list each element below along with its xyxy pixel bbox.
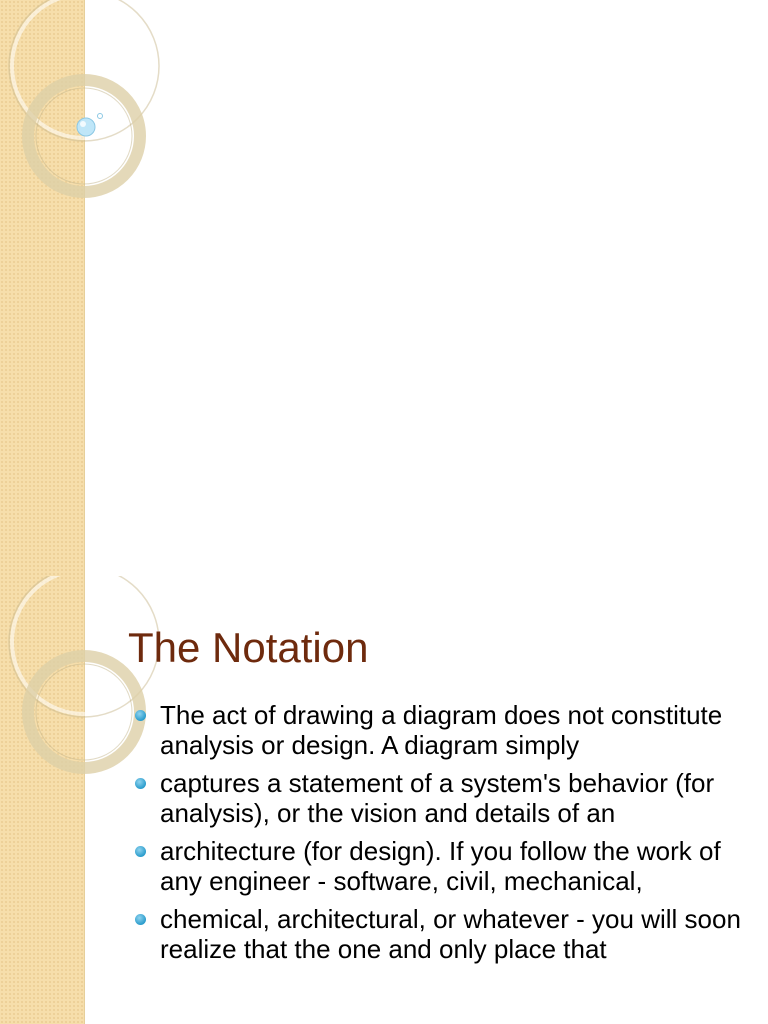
decorative-rings-icon [0,0,110,200]
bullet-dot-icon [135,846,146,857]
bullet-text: architecture (for design). If you follow the work of any engineer - software, civil, mechanical, [160,836,721,896]
bullet-dot-icon [135,914,146,925]
bullet-text: The act of drawing a diagram does not constitute analysis or design. A diagram simply [160,700,723,760]
slide-title: The Notation [128,624,369,671]
bullet-item [132,904,747,964]
bullet-dot-icon [135,778,146,789]
decorative-rings-icon [0,576,110,776]
bullet-text: chemical, architectural, or whatever - you will soon realize that the one and only place that [160,904,741,964]
bullet-dot-icon [135,710,146,721]
bullet-text: captures a statement of a system's behavior (for analysis), or the vision and details of an [160,768,715,828]
bullet-item [132,700,747,760]
bullet-list [132,700,747,972]
slide-2 [0,576,768,1024]
bullet-item [132,768,747,828]
bullet-item [132,836,747,896]
